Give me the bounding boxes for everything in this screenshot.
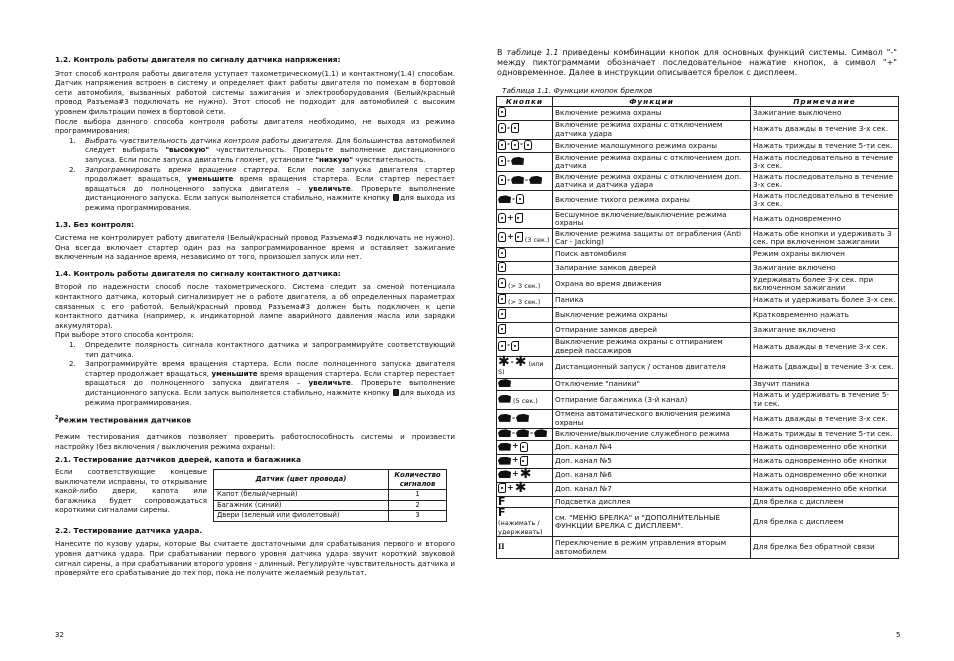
list-item-emph: увеличьте [308, 378, 351, 388]
unlock-icon [511, 341, 519, 351]
list-item-text: для выхода из режима программирования. [85, 388, 456, 407]
function-cell: Включение режима охраны с отключением доп. датчика и датчика удара [553, 172, 751, 191]
note-cell: Нажать обе кнопки и удерживать 3 сек. при включенном зажигании [751, 229, 899, 248]
unlock-icon [520, 456, 528, 466]
car-icon [498, 195, 511, 203]
dash-symbol: - [507, 155, 511, 165]
section-1-4-para-2: При выборе этого способа контроля: [55, 330, 194, 340]
key-combo [498, 341, 519, 351]
key-combo [498, 175, 542, 185]
function-cell: Отпирание замков дверей [553, 322, 751, 337]
function-cell: Отмена автоматического включения режима охраны [553, 409, 751, 428]
note-cell: Нажать дважды в течение 3-х сек. [751, 409, 899, 428]
unlock-icon [515, 213, 523, 223]
key-label: (нажимать / удерживать) [498, 519, 543, 536]
key-combo [498, 294, 506, 304]
note-cell: Нажать одновременно [751, 210, 899, 229]
list-item: 2. Запрограммировать время вращения стартера. Если после запуска двигателя стартер продолжает вращаться, уменьшите время вращения стартера. Если стартер перестает вращаться до полноценного запуска двигателя – увеличьте. Проверьте выполнение дистанционного запуска. Если запуск выполняется стабильно, нажмите кнопку для выхода из режима программирования. [69, 164, 456, 212]
key-combo [498, 194, 524, 204]
keys-cell [497, 508, 553, 537]
table-row [497, 210, 899, 229]
dash-symbol: - [512, 412, 516, 422]
note-cell: Нажать последовательно в течение 3-х сек. [751, 172, 899, 191]
table-row [497, 275, 899, 294]
function-cell: Включение режима охраны с отключением датчика удара [553, 120, 751, 139]
f-button-icon: F [498, 494, 506, 508]
car-icon [511, 176, 524, 184]
keys-cell [497, 172, 553, 191]
list-item-text: Для большинства автомобилей следует выбирать [85, 135, 455, 155]
table-row [497, 537, 899, 559]
table-row [497, 337, 899, 356]
key-label: (> 3 сек.) [508, 298, 541, 307]
section-1-4-para-1: Второй по надежности способ после тахометрического. Система следит за сменой потенциала контактного датчика, который сигнализирует не о работе двигателя, а об определенных параметрах связанных с его работой. Белый/красный провод Разъема#3 должен быть подключен к цепи контактного датчика (например, к индикаторной лампе аварийного давления масла или зарядки аккумулятора). [55, 282, 455, 330]
table-row [497, 482, 899, 496]
table-row [214, 511, 447, 522]
lock-icon [498, 123, 506, 133]
table-row [497, 153, 899, 172]
star-icon: ✱ [514, 353, 527, 370]
column-header-functions: Функции [553, 97, 751, 107]
note-cell: Кратковременно нажать [751, 307, 899, 322]
key-combo [498, 395, 511, 403]
note-cell: Звучит паника [751, 378, 899, 390]
note-cell: Для брелка без обратной связи [751, 537, 899, 559]
note-cell: Для брелка с дисплеем [751, 508, 899, 537]
key-combo [498, 262, 506, 272]
table-cell: 3 [389, 511, 447, 522]
unlock-icon [511, 123, 519, 133]
note-cell: Удерживать более 3-х сек. при включенном зажигании [751, 275, 899, 294]
note-cell: Нажать дважды в течение 3-х сек. [751, 120, 899, 139]
keys-cell [497, 261, 553, 275]
table-cell: Капот (белый/черный) [214, 490, 389, 501]
sensor-table [213, 469, 447, 522]
car-icon [511, 157, 524, 165]
key-combo [498, 309, 506, 319]
table-row [497, 191, 899, 210]
footnote-mark: 2 [55, 415, 59, 422]
unlock-icon [498, 341, 506, 351]
keys-cell [497, 428, 553, 440]
key-combo [498, 543, 505, 552]
function-cell: Поиск автомобиля [553, 248, 751, 262]
function-cell: см. "МЕНЮ БРЕЛКА" и "ДОПОЛНИТЕЛЬНЫЕ ФУНКЦИИ БРЕЛКА С ДИСПЛЕЕМ". [553, 508, 751, 537]
table-row [497, 390, 899, 409]
table-row [497, 172, 899, 191]
note-cell: Нажать и удерживать в течение 5-ти сек. [751, 390, 899, 409]
keys-cell [497, 378, 553, 390]
table-row [497, 248, 899, 262]
note-cell: Зажигание включено [751, 261, 899, 275]
star-icon: ✱ [498, 353, 510, 370]
list-item-emph: увеличьте [308, 183, 351, 193]
lock-icon [524, 140, 532, 150]
key-combo [498, 456, 528, 466]
intro-emph: таблице 1.1 [506, 48, 559, 57]
list-item-text: Если после запуска двигателя стартер продолжает вращаться, [85, 164, 455, 184]
key-combo [498, 156, 524, 166]
car-icon [498, 470, 511, 478]
car-icon [498, 429, 511, 437]
lock-icon [498, 248, 506, 258]
table-row [497, 428, 899, 440]
keys-cell [497, 390, 553, 409]
list-item-title: Запрограммировать время вращения стартера. [85, 164, 281, 174]
list-item-text: . Проверьте выполнение дистанционного запуска. Если запуск выполняется стабильно, нажмите кнопку [85, 183, 456, 203]
function-cell: Включение режима охраны [553, 107, 751, 121]
lock-icon [498, 156, 506, 166]
section-1-2-list [55, 136, 455, 213]
list-item-emph: "низкую" [315, 154, 354, 164]
right-page [477, 0, 954, 661]
function-cell: Включение/выключение служебного режима [553, 428, 751, 440]
keys-cell [497, 120, 553, 139]
function-cell: Переключение в режим управления вторым автомобилем [553, 537, 751, 559]
table-row [497, 322, 899, 337]
note-cell: Нажать [дважды] в течение 3-х сек. [751, 356, 899, 378]
left-page-body [55, 55, 455, 578]
key-combo [498, 324, 506, 334]
function-cell: Включение малошумного режима охраны [553, 139, 751, 153]
table-row [497, 508, 899, 537]
lock-icon [498, 213, 506, 223]
dash-symbol: - [512, 427, 516, 437]
plus-symbol: + [512, 455, 519, 465]
car-icon [516, 429, 529, 437]
list-item-emph: уменьшите [211, 368, 258, 378]
list-item-text: Запрограммируйте время вращения стартера. Если после полноценного запуска двигателя стартер продолжает вращаться, [85, 359, 455, 378]
key-combo [498, 379, 511, 387]
table-cell: 2 [389, 500, 447, 511]
key-combo [498, 465, 532, 482]
dash-symbol: - [507, 123, 511, 132]
key-ii: II [498, 542, 505, 552]
list-item-text: . Проверьте выполнение дистанционного запуска. Если запуск выполняется стабильно, нажмите кнопку [85, 378, 456, 397]
keys-cell [497, 248, 553, 262]
f-button-icon: F [498, 506, 506, 520]
list-item: 1. Выбрать чувствительность датчика контроля работы двигателя. Для большинства автомобилей следует выбирать "высокую" чувствительность. Проверьте выполнение дистанционного запуска. Если после запуска двигатель глохнет, установите "низкую" чувствительность. [69, 135, 455, 164]
star-icon: ✱ [514, 479, 527, 496]
plus-symbol: + [512, 469, 519, 479]
list-item-text: чувствительность. [353, 154, 426, 164]
table-row [497, 120, 899, 139]
function-cell: Дистанционный запуск / останов двигателя [553, 356, 751, 378]
section-1-4-list [55, 340, 455, 407]
section-1-2-heading: 1.2. Контроль работы двигателя по сигналу датчика напряжения: [55, 55, 341, 64]
list-item-text: время вращения стартера. Если стартер перестает вращаться до полноценного запуска двигателя – [85, 174, 455, 193]
dash-symbol: - [507, 174, 511, 184]
dash-symbol: - [520, 139, 524, 149]
lock-icon [511, 140, 519, 150]
list-item-text: Определите полярность сигнала контактного датчика и запрограммируйте соответствующий тип датчика. [85, 340, 455, 359]
dash-symbol: - [510, 357, 514, 367]
key-functions-table [496, 96, 899, 559]
table-row [497, 409, 899, 428]
intro-text: В [497, 48, 507, 57]
key-combo [498, 414, 529, 423]
section-1-2-para-1: Этот способ контроля работы двигателя уступает тахометрическому(1.1) и контактному(1.4) способам. Датчик напряжения встроен в систему и определяет факт работы двигателя по помехам в бортовой сети автомобиля, вызванных работой системы зажигания и электрооборудования (Белый/красный провод Разъема#3 подключать не нужно). Этот способ не подходит для автомобилей с высоким уровнем фильтрации помех в бортовой сети. [55, 68, 455, 116]
note-cell: Для брелка с дисплеем [751, 496, 899, 508]
table-row [497, 440, 899, 454]
key-combo [498, 429, 547, 438]
note-cell: Нажать последовательно в течение 3-х сек. [751, 191, 899, 210]
sensor-table-header: Датчик (цвет провода) [214, 470, 389, 490]
key-combo [498, 494, 506, 508]
plus-symbol: + [507, 231, 514, 241]
function-cell: Выключение режима охраны с отпиранием дверей пассажиров [553, 337, 751, 356]
page-number: 32 [55, 631, 64, 639]
function-cell: Включение режима охраны с отключением доп. датчика [553, 153, 751, 172]
table-cell: Багажник (синий) [214, 500, 389, 511]
section-1-3-para: Система не контролирует работу двигателя (Белый/красный провод Разъема#3 подключать не нужно). Она всегда включает стартер один раз на запрограммированное время и оставляет зажигание включенным на заданное время, независимо от того, произошел запуск или нет. [55, 233, 455, 262]
function-cell: Подсветка дисплея [553, 496, 751, 508]
table-row [214, 500, 447, 511]
note-cell: Нажать дважды в течение 3-х сек. [751, 337, 899, 356]
list-item: 2. Запрограммируйте время вращения стартера. Если после полноценного запуска двигателя стартер продолжает вращаться, уменьшите время вращения стартера. Если стартер перестает вращаться до полноценного запуска двигателя – увеличьте. Проверьте выполнение дистанционного запуска. Если запуск выполняется стабильно, нажмите кнопку для выхода из режима программирования. [69, 359, 456, 407]
plus-symbol: + [507, 212, 514, 222]
star-icon: ✱ [519, 465, 532, 482]
section-2-title: Режим тестирования датчиков [58, 415, 192, 425]
plus-symbol: + [507, 482, 514, 492]
note-cell: Нажать и удерживать более 3-х сек. [751, 294, 899, 308]
list-item-text: время вращения стартера. Если стартер перестает вращаться до полноценного запуска двигателя – [85, 368, 455, 388]
note-cell: Зажигание включено [751, 322, 899, 337]
table-row [497, 107, 899, 121]
column-header-keys: Кнопки [497, 97, 553, 107]
keys-cell [497, 322, 553, 337]
section-2-2-para: Нанесите по кузову удары, которые Вы считаете достаточными для срабатывания первого и второго уровня датчика удара. При срабатывании первого уровня датчика удара звучит короткий звуковой сигнал сирены, а при срабатывании второго уровня - длинный. Регулируйте чувствительность датчика и проверяйте его срабатывание до тех пор, пока не получите желаемый результат. [55, 539, 455, 578]
key-combo [498, 107, 506, 117]
unlock-icon [498, 294, 506, 304]
car-icon [529, 176, 542, 184]
table-row [497, 496, 899, 508]
lock-icon [498, 232, 506, 242]
section-2-1-heading: 2.1. Тестирование датчиков дверей, капота и багажника [55, 455, 302, 465]
page-number: 5 [896, 631, 901, 639]
table-cell: 1 [389, 490, 447, 501]
table-row [497, 307, 899, 322]
keys-cell [497, 409, 553, 428]
note-cell: Нажать одновременно обе кнопки [751, 482, 899, 496]
lock-button-icon [393, 389, 399, 396]
function-cell: Отключение "паники" [553, 378, 751, 390]
note-cell: Нажать последовательно в течение 3-х сек. [751, 153, 899, 172]
note-cell: Нажать одновременно обе кнопки [751, 454, 899, 468]
unlock-icon [498, 324, 506, 334]
car-icon [498, 457, 511, 465]
list-item-text: чувствительность. Проверьте выполнение дистанционного запуска. Если после запуска двигатель глохнет, установите [85, 145, 455, 164]
lock-icon [516, 194, 524, 204]
list-item-emph: уменьшите [187, 174, 234, 184]
table-row [497, 229, 899, 248]
key-label: (> 3 сек.) [508, 282, 541, 291]
key-label: (или S) [498, 359, 544, 377]
lock-icon [498, 262, 506, 272]
key-combo [498, 213, 523, 223]
list-item-title: Выбрать чувствительность датчика контроля работы двигателя. [85, 135, 334, 145]
column-header-notes: Примечание [751, 97, 899, 107]
table-row [497, 139, 899, 153]
key-combo [498, 278, 506, 288]
function-cell: Доп. канал №7 [553, 482, 751, 496]
function-cell: Доп. канал №6 [553, 468, 751, 482]
note-cell: Нажать одновременно обе кнопки [751, 468, 899, 482]
lock-icon [498, 107, 506, 117]
dash-symbol: - [525, 174, 529, 184]
keys-cell [497, 275, 553, 294]
key-label: (5 сек.) [513, 396, 538, 405]
keys-cell [497, 307, 553, 322]
keys-cell [497, 153, 553, 172]
lock-button-icon [393, 194, 399, 201]
table-row [497, 378, 899, 390]
function-cell: Отпирание багажника (3-й канал) [553, 390, 751, 409]
section-1-2-para-2: После выбора данного способа контроля работы двигателя необходимо, не выходя из режима программирования: [55, 116, 455, 136]
lock-icon [498, 175, 506, 185]
lock-icon [520, 442, 528, 452]
sensor-table-header: Количество сигналов [389, 470, 447, 490]
table-row [497, 294, 899, 308]
note-cell: Нажать одновременно обе кнопки [751, 440, 899, 454]
key-combo [498, 506, 506, 520]
section-2-1-para: Если соответствующие концевые выключатели исправны, то открывание какой-либо двери, капота или багажника будет сопровождаться короткими сигналами сирены. [55, 467, 207, 515]
section-1-4-heading: 1.4. Контроль работы двигателя по сигналу контактного датчика: [55, 268, 341, 278]
plus-symbol: + [512, 441, 519, 451]
note-cell: Зажигание выключено [751, 107, 899, 121]
keys-cell [497, 210, 553, 229]
keys-cell [497, 139, 553, 153]
note-cell: Нажать трижды в течение 5-ти сек. [751, 139, 899, 153]
key-combo [498, 140, 532, 150]
key-combo [498, 479, 527, 496]
section-2-2-heading: 2.2. Тестирование датчика удара. [55, 525, 203, 535]
car-icon [516, 414, 529, 422]
unlock-icon [498, 309, 506, 319]
dash-symbol: - [507, 340, 511, 350]
list-item-emph: "высокую" [165, 145, 210, 155]
section-1-3-heading: 1.3. Без контроля: [55, 219, 134, 229]
table-row [214, 490, 447, 501]
keys-cell [497, 229, 553, 248]
lock-icon [498, 140, 506, 150]
key-label: (3 сек.) [524, 235, 550, 244]
intro-text: приведены комбинации кнопок для основных функций системы. Символ "-" между пиктограммами обозначает последовательное нажатие кнопок, а символ "+" одновременное. Далее в инструкции описывается брелок с дисплеем. [497, 48, 897, 78]
note-cell: Режим охраны включен [751, 248, 899, 262]
function-cell: Запирание замков дверей [553, 261, 751, 275]
keys-cell [497, 537, 553, 559]
key-combo [498, 123, 519, 133]
keys-cell [497, 294, 553, 308]
note-cell: Нажать трижды в течение 5-ти сек. [751, 428, 899, 440]
dash-symbol: - [512, 194, 516, 204]
car-icon [498, 443, 511, 451]
table-caption: Таблица 1.1. Функции кнопок брелков [502, 86, 653, 95]
lock-icon [498, 278, 506, 288]
table-row [497, 261, 899, 275]
table-row [497, 356, 899, 378]
key-combo [498, 442, 528, 452]
car-icon [534, 429, 547, 437]
car-icon [498, 379, 511, 387]
section-2-heading [55, 414, 455, 425]
keys-cell [497, 440, 553, 454]
dash-symbol: - [507, 139, 511, 149]
car-icon [498, 395, 511, 403]
key-combo [498, 353, 527, 370]
dash-symbol: - [530, 427, 534, 437]
key-combo [498, 248, 506, 258]
sensor-block [55, 467, 455, 522]
function-cell: Включение режима защиты от ограбления (Anti Car - Jacking) [553, 229, 751, 248]
section-2-para: Режим тестирования датчиков позволяет проверить работоспособность системы и произвести настройку (без включения / выключения режима охраны): [55, 432, 455, 451]
function-cell: Охрана во время движения [553, 275, 751, 294]
car-icon [498, 414, 511, 422]
keys-cell [497, 107, 553, 121]
table-row [497, 454, 899, 468]
table-cell: Двери (зеленый или фиолетовый) [214, 511, 389, 522]
unlock-icon [515, 232, 523, 242]
function-cell: Бесшумное включение/выключение режима охраны [553, 210, 751, 229]
function-cell: Доп. канал №4 [553, 440, 751, 454]
keys-cell [497, 353, 553, 378]
function-cell: Включение тихого режима охраны [553, 191, 751, 210]
function-cell: Доп. канал №5 [553, 454, 751, 468]
key-combo [498, 232, 523, 242]
keys-cell [497, 191, 553, 210]
function-cell: Выключение режима охраны [553, 307, 751, 322]
function-cell: Паника [553, 294, 751, 308]
table-row [497, 468, 899, 482]
list-item: 1. Определите полярность сигнала контактного датчика и запрограммируйте соответствующий тип датчика. [69, 340, 455, 359]
list-item-text: для выхода из режима программирования. [85, 193, 456, 212]
unlock-icon [498, 483, 506, 493]
table-intro [497, 48, 897, 79]
